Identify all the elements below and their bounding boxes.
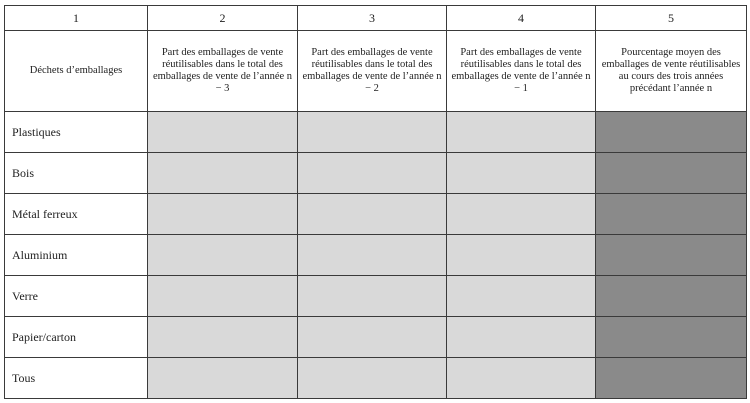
input-cell xyxy=(298,317,447,358)
input-cell xyxy=(298,153,447,194)
row-label: Bois xyxy=(5,153,148,194)
row-label: Tous xyxy=(5,358,148,399)
table-row xyxy=(5,276,747,317)
input-cell xyxy=(447,194,596,235)
input-cell xyxy=(447,317,596,358)
table-row xyxy=(5,153,747,194)
computed-cell xyxy=(596,358,747,399)
computed-cell xyxy=(596,235,747,276)
column-number-row xyxy=(5,6,747,31)
column-number-4: 4 xyxy=(447,6,596,31)
header-average-percentage: Pourcentage moyen des emballages de vente réutilisables au cours des trois années précédant l’année n xyxy=(596,31,747,112)
column-number-5: 5 xyxy=(596,6,747,31)
table-row xyxy=(5,235,747,276)
input-cell xyxy=(148,235,298,276)
column-header-row xyxy=(5,31,747,112)
computed-cell xyxy=(596,112,747,153)
input-cell xyxy=(447,112,596,153)
input-cell xyxy=(298,276,447,317)
input-cell xyxy=(148,153,298,194)
column-number-3: 3 xyxy=(298,6,447,31)
row-label: Métal ferreux xyxy=(5,194,148,235)
input-cell xyxy=(447,153,596,194)
input-cell xyxy=(298,112,447,153)
input-cell xyxy=(298,235,447,276)
header-share-n-minus-3: Part des emballages de vente réutilisables dans le total des emballages de vente de l’année n − 3 xyxy=(148,31,298,112)
input-cell xyxy=(148,317,298,358)
table-row xyxy=(5,317,747,358)
reusable-packaging-table xyxy=(4,5,747,399)
input-cell xyxy=(148,194,298,235)
input-cell xyxy=(447,235,596,276)
input-cell xyxy=(298,358,447,399)
row-label: Papier/carton xyxy=(5,317,148,358)
input-cell xyxy=(148,112,298,153)
table-row xyxy=(5,194,747,235)
input-cell xyxy=(148,276,298,317)
table-row xyxy=(5,358,747,399)
input-cell xyxy=(447,358,596,399)
column-number-2: 2 xyxy=(148,6,298,31)
row-label: Plastiques xyxy=(5,112,148,153)
computed-cell xyxy=(596,194,747,235)
row-label: Verre xyxy=(5,276,148,317)
input-cell xyxy=(148,358,298,399)
table-row xyxy=(5,112,747,153)
column-number-1: 1 xyxy=(5,6,148,31)
computed-cell xyxy=(596,317,747,358)
header-share-n-minus-2: Part des emballages de vente réutilisables dans le total des emballages de vente de l’année n − 2 xyxy=(298,31,447,112)
computed-cell xyxy=(596,153,747,194)
input-cell xyxy=(298,194,447,235)
header-packaging-waste: Déchets d’emballages xyxy=(5,31,148,112)
header-share-n-minus-1: Part des emballages de vente réutilisables dans le total des emballages de vente de l’année n − 1 xyxy=(447,31,596,112)
computed-cell xyxy=(596,276,747,317)
row-label: Aluminium xyxy=(5,235,148,276)
input-cell xyxy=(447,276,596,317)
